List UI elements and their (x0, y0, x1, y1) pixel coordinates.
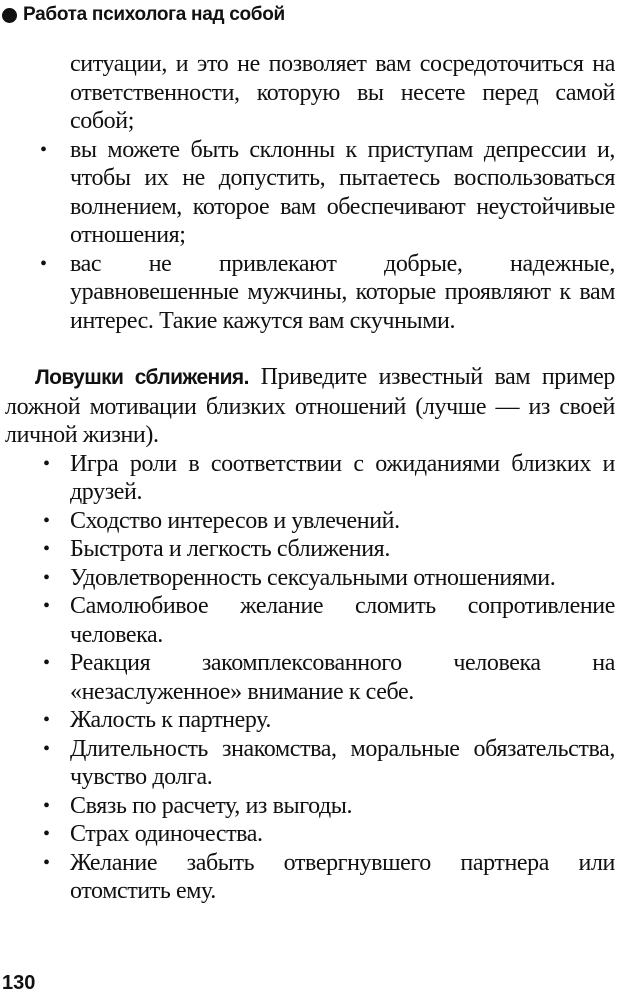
list-item: • вас не привлекают добрые, надежные, уравновешенные мужчины, которые проявляют к вам интерес. Такие кажутся вам скучными. (5, 250, 615, 336)
list-item: • Игра роли в соответствии с ожиданиями близких и друзей. (5, 450, 615, 507)
section-paragraph (5, 363, 615, 450)
top-bullet-list (5, 136, 615, 336)
list-item: • Сходство интересов и увлечений. (5, 507, 615, 536)
section-intro: Приведите известный вам пример ложной мотивации близких отношений (лучше — из своей личной жизни). (5, 364, 615, 448)
list-item: • Реакция закомплексованного человека на «незаслуженное» внимание к себе. (5, 649, 615, 706)
traps-bullet-list (5, 450, 615, 906)
section-title: Ловушки сближения. (35, 366, 249, 389)
running-header (2, 4, 285, 26)
list-item: • вы можете быть склонны к приступам депрессии и, чтобы их не допустить, пытаетесь воспользоваться волнением, которое вам обеспечивают неустойчивые отношения; (5, 136, 615, 250)
list-item: • Связь по расчету, из выгоды. (5, 792, 615, 821)
bullet-dot-icon (2, 8, 17, 23)
header-title: Работа психолога над собой (23, 4, 285, 25)
list-item: • Жалость к партнеру. (5, 706, 615, 735)
page-body (5, 50, 615, 906)
list-item: • Желание забыть отвергнувшего партнера или отомстить ему. (5, 849, 615, 906)
list-item: • Длительность знакомства, моральные обязательства, чувство долга. (5, 735, 615, 792)
page-number: 130 (2, 972, 36, 994)
list-item: • Самолюбивое желание сломить сопротивление человека. (5, 592, 615, 649)
list-item: • Удовлетворенность сексуальными отношениями. (5, 564, 615, 593)
continued-paragraph: ситуации, и это не позволяет вам сосредоточиться на ответственности, которую вы несете перед самой собой; (70, 51, 615, 134)
list-item: • Быстрота и легкость сближения. (5, 535, 615, 564)
list-item: • Страх одиночества. (5, 820, 615, 849)
